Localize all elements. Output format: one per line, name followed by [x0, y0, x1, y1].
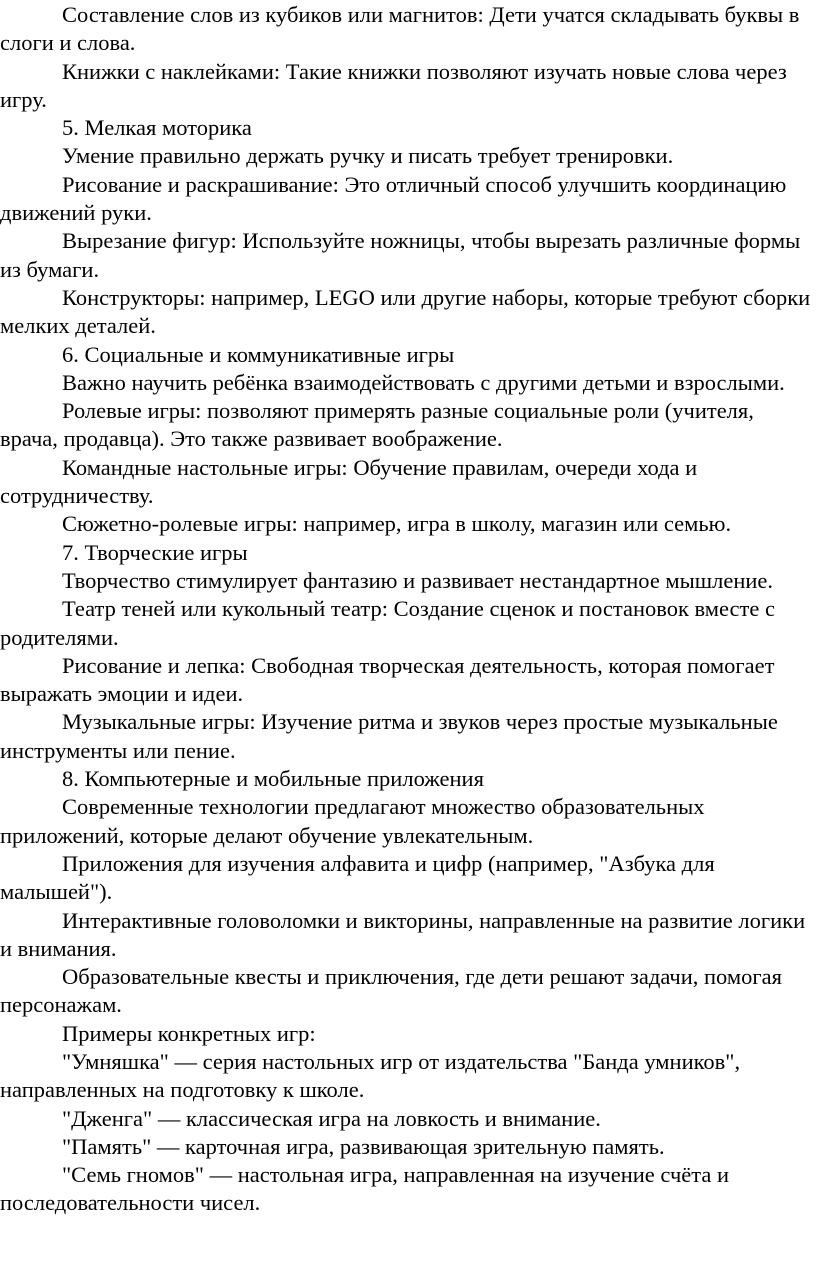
paragraph-quests: Образовательные квесты и приключения, где дети решают задачи, помогая персонажам.	[0, 964, 782, 1018]
paragraph-example-jenga: "Дженга" — классическая игра на ловкость и внимание.	[62, 1105, 601, 1131]
paragraph-example-memory: "Память" — карточная игра, развивающая зрительную память.	[62, 1133, 665, 1159]
paragraph-role-play: Ролевые игры: позволяют примерять разные социальные роли (учителя, врача, продавца). Это также развивает воображение.	[0, 398, 754, 452]
paragraph-words-from-cubes: Составление слов из кубиков или магнитов: Дети учатся складывать буквы в слоги и слова.	[0, 2, 800, 56]
paragraph-board-games: Командные настольные игры: Обучение правилам, очереди хода и сотрудничеству.	[0, 454, 698, 509]
paragraph-modern-tech: Современные технологии предлагают множество образовательных приложений, которые делают обучение увлекательным.	[0, 794, 705, 848]
section-heading-creative-games: 7. Творческие игры	[62, 539, 248, 565]
paragraph-cutting-shapes: Вырезание фигур: Используйте ножницы, чтобы вырезать различные формы из бумаги.	[0, 228, 801, 282]
paragraph-interaction: Важно научить ребёнка взаимодействовать с другими детьми и взрослыми.	[62, 369, 785, 395]
section-heading-social-games: 6. Социальные и коммуникативные игры	[62, 341, 455, 367]
section-heading-fine-motor: 5. Мелкая моторика	[62, 115, 252, 141]
paragraph-story-role-games: Сюжетно-ролевые игры: например, игра в школу, магазин или семью.	[62, 511, 732, 537]
paragraph-example-umnyashka: "Умняшка" — серия настольных игр от издательства "Банда умников", направленных на подготовку к школе.	[0, 1048, 741, 1103]
paragraph-puzzles-quizzes: Интерактивные головоломки и викторины, направленные на развитие логики и внимания.	[0, 907, 806, 961]
paragraph-pen-grip: Умение правильно держать ручку и писать требует тренировки.	[62, 143, 674, 169]
paragraph-construction-sets: Конструкторы: например, LEGO или другие наборы, которые требуют сборки мелких деталей.	[0, 284, 811, 339]
paragraph-shadow-theatre: Театр теней или кукольный театр: Создание сценок и постановок вместе с родителями.	[0, 596, 775, 650]
paragraph-creativity: Творчество стимулирует фантазию и развивает нестандартное мышление.	[62, 567, 774, 593]
paragraph-drawing-modeling: Рисование и лепка: Свободная творческая деятельность, которая помогает выражать эмоции и идеи.	[0, 652, 775, 707]
section-heading-apps: 8. Компьютерные и мобильные приложения	[62, 766, 484, 792]
paragraph-music-games: Музыкальные игры: Изучение ритма и звуков через простые музыкальные инструменты или пение.	[0, 709, 778, 763]
paragraph-drawing-coloring: Рисование и раскрашивание: Это отличный способ улучшить координацию движений руки.	[0, 171, 787, 226]
paragraph-example-seven-gnomes: "Семь гномов" — настольная игра, направленная на изучение счёта и последовательности чисел.	[0, 1162, 730, 1216]
paragraph-alphabet-apps: Приложения для изучения алфавита и цифр (например, "Азбука для малышей").	[0, 850, 715, 905]
paragraph-sticker-books: Книжки с наклейками: Такие книжки позволяют изучать новые слова через игру.	[0, 58, 787, 112]
paragraph-examples-heading: Примеры конкретных игр:	[62, 1020, 316, 1046]
